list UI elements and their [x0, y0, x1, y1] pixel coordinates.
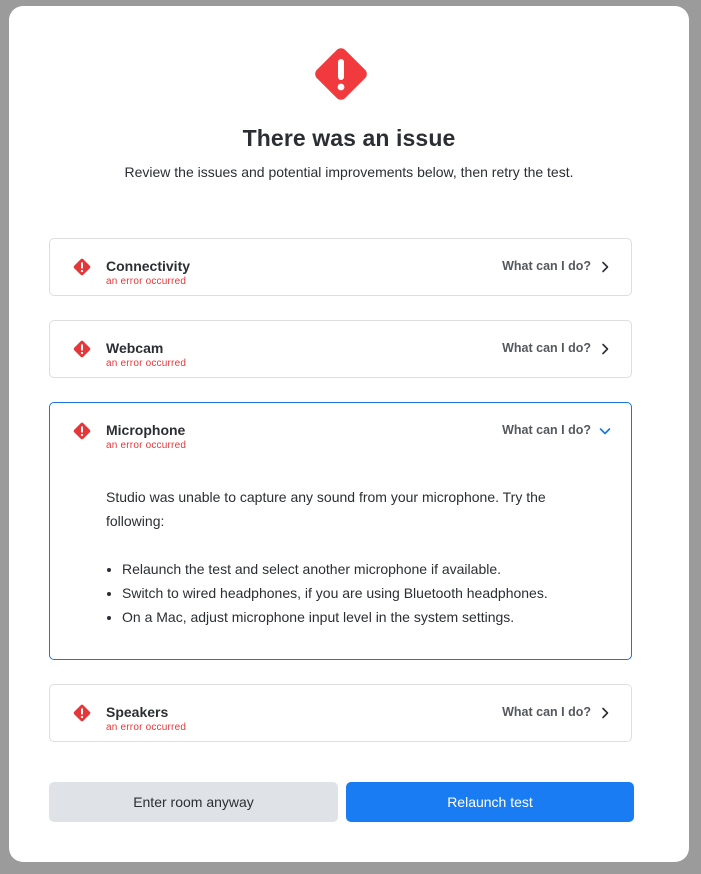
error-diamond-icon [73, 340, 91, 358]
check-card-speakers [49, 684, 632, 742]
check-name: Webcam [106, 340, 164, 356]
help-tip: • On a Mac, adjust microphone input level in the system settings. [122, 605, 591, 629]
chevron-down-icon[interactable] [599, 425, 611, 437]
check-status: an error occurred [106, 440, 187, 451]
chevron-right-icon[interactable] [599, 261, 611, 273]
check-status: an error occurred [106, 276, 187, 287]
check-status: an error occurred [106, 722, 187, 733]
check-name: Microphone [106, 422, 186, 438]
what-can-i-do-link[interactable]: What can I do? [502, 341, 591, 355]
what-can-i-do-link[interactable]: What can I do? [502, 423, 591, 437]
help-tip: • Relaunch the test and select another microphone if available. [122, 557, 591, 581]
chevron-right-icon[interactable] [599, 343, 611, 355]
error-diamond-icon [73, 258, 91, 276]
relaunch-test-button[interactable]: Relaunch test [346, 782, 634, 822]
help-tips-list [106, 557, 591, 629]
chevron-right-icon[interactable] [599, 707, 611, 719]
check-card-webcam [49, 320, 632, 378]
page-subtitle: Review the issues and potential improvements below, then retry the test. [124, 164, 574, 180]
check-header-connectivity[interactable] [50, 239, 631, 295]
check-card-microphone [49, 402, 632, 660]
microphone-help-panel [50, 459, 631, 663]
error-diamond-icon [312, 45, 370, 103]
check-card-connectivity [49, 238, 632, 296]
help-tip: • Switch to wired headphones, if you are using Bluetooth headphones. [122, 581, 591, 605]
page-title: There was an issue [242, 125, 456, 151]
check-header-webcam[interactable] [50, 321, 631, 377]
help-intro: Studio was unable to capture any sound from your microphone. Try the following: [106, 489, 546, 529]
check-name: Connectivity [106, 258, 191, 274]
what-can-i-do-link[interactable]: What can I do? [502, 259, 591, 273]
check-name: Speakers [106, 704, 169, 720]
what-can-i-do-link[interactable]: What can I do? [502, 705, 591, 719]
check-header-speakers[interactable] [50, 685, 631, 741]
check-header-microphone[interactable] [50, 403, 631, 459]
error-diamond-icon [73, 422, 91, 440]
device-check-modal [9, 6, 689, 862]
error-diamond-icon [73, 704, 91, 722]
enter-room-anyway-button[interactable]: Enter room anyway [49, 782, 338, 822]
check-status: an error occurred [106, 358, 187, 369]
